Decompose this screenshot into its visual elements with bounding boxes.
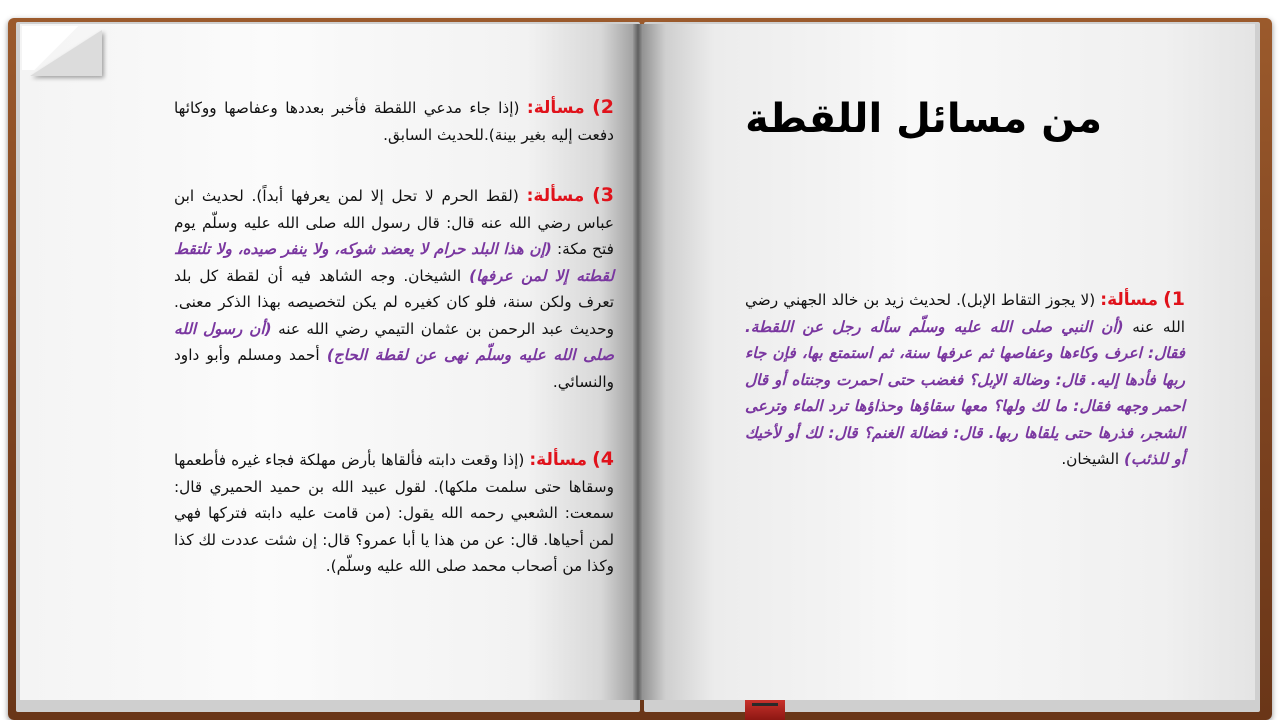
issue-2-text: (إذا جاء مدعي اللقطة فأخبر بعددها وعفاصها ووكائها دفعت إليه بغير بينة).للحديث السابق. (174, 99, 614, 144)
issue-3-paragraph (174, 182, 614, 395)
issue-1-paragraph (745, 286, 1185, 473)
issue-1-text-2: الشيخان. (1061, 450, 1120, 468)
issue-3-text-1: (لقط الحرم لا تحل إلا لمن يعرفها أبداً). لحديث ابن عباس رضي الله عنه قال: قال رسول الله صلى الله عليه وسلّم يوم فتح مكة: (174, 187, 614, 258)
issue-3-hadith-quote-2: (أن رسول الله صلى الله عليه وسلّم نهى عن لقطة الحاج) (174, 319, 614, 364)
issue-1-number: 1) (1163, 288, 1185, 310)
issue-2-number: 2) (592, 96, 614, 118)
issue-2-paragraph (174, 94, 614, 148)
issue-4-paragraph (174, 446, 614, 580)
book-spine (633, 24, 643, 700)
issue-1-hadith-quote: (أن النبي صلى الله عليه وسلّم سأله رجل عن اللقطة. فقال: اعرف وكاءها وعفاصها ثم عرفها سنة، ثم استمتع بها، فإن جاء ربها فأدها إليه. قال: وضالة الإبل؟ فغضب حتى احمرت وجنتاه أو قال احمر وجهه فقال: ما لك ولها؟ معها سقاؤها وحذاؤها ترد الماء وترعى الشجر، فذرها حتى يلقاها ربها. قال: فضالة الغنم؟ قال: لك أو لأخيك أو للذئب) (745, 317, 1185, 468)
issue-4-number: 4) (592, 448, 614, 470)
issue-3-label: مسألة: (526, 186, 585, 206)
bookmark-stripe (752, 703, 778, 706)
issue-3-text-2: الشيخان. وجه الشاهد فيه أن لقطة كل بلد تعرف ولكن سنة، فلو كان كغيره لم يكن لتخصيصه بهذا الذكر معنى. وحديث عبد الرحمن بن عثمان التيمي رضي الله عنه (174, 266, 614, 338)
issue-3-hadith-quote-1: (إن هذا البلد حرام لا يعضد شوكه، ولا ينفر صيده، ولا تلتقط لقطته إلا لمن عرفها) (174, 240, 614, 285)
issue-4-label: مسألة: (529, 450, 588, 470)
issue-3-number: 3) (592, 184, 614, 206)
issue-3-text-3: أحمد ومسلم وأبو داود والنسائي. (174, 346, 614, 391)
page-title: من مسائل اللقطة (745, 96, 1102, 142)
issue-4-text: (إذا وقعت دابته فألقاها بأرض مهلكة فجاء غيره فأطعمها وسقاها حتى سلمت ملكها). لقول عبيد الله بن حميد الحميري قال: سمعت: الشعبي رحمه الله يقول: (من قامت عليه دابته فتركها فهي لمن أحياها. قال: عن من هذا يا أبا عمرو؟ قال: إن شئت عددت لك كذا وكذا من أصحاب محمد صلى الله عليه وسلّم). (174, 451, 614, 575)
page-curl-shadow (30, 30, 102, 76)
issue-1-label: مسألة: (1100, 290, 1158, 310)
issue-1-text-1: (لا يجوز التقاط الإبل). لحديث زيد بن خالد الجهني رضي الله عنه (745, 291, 1185, 336)
issue-2-label: مسألة: (526, 98, 585, 118)
